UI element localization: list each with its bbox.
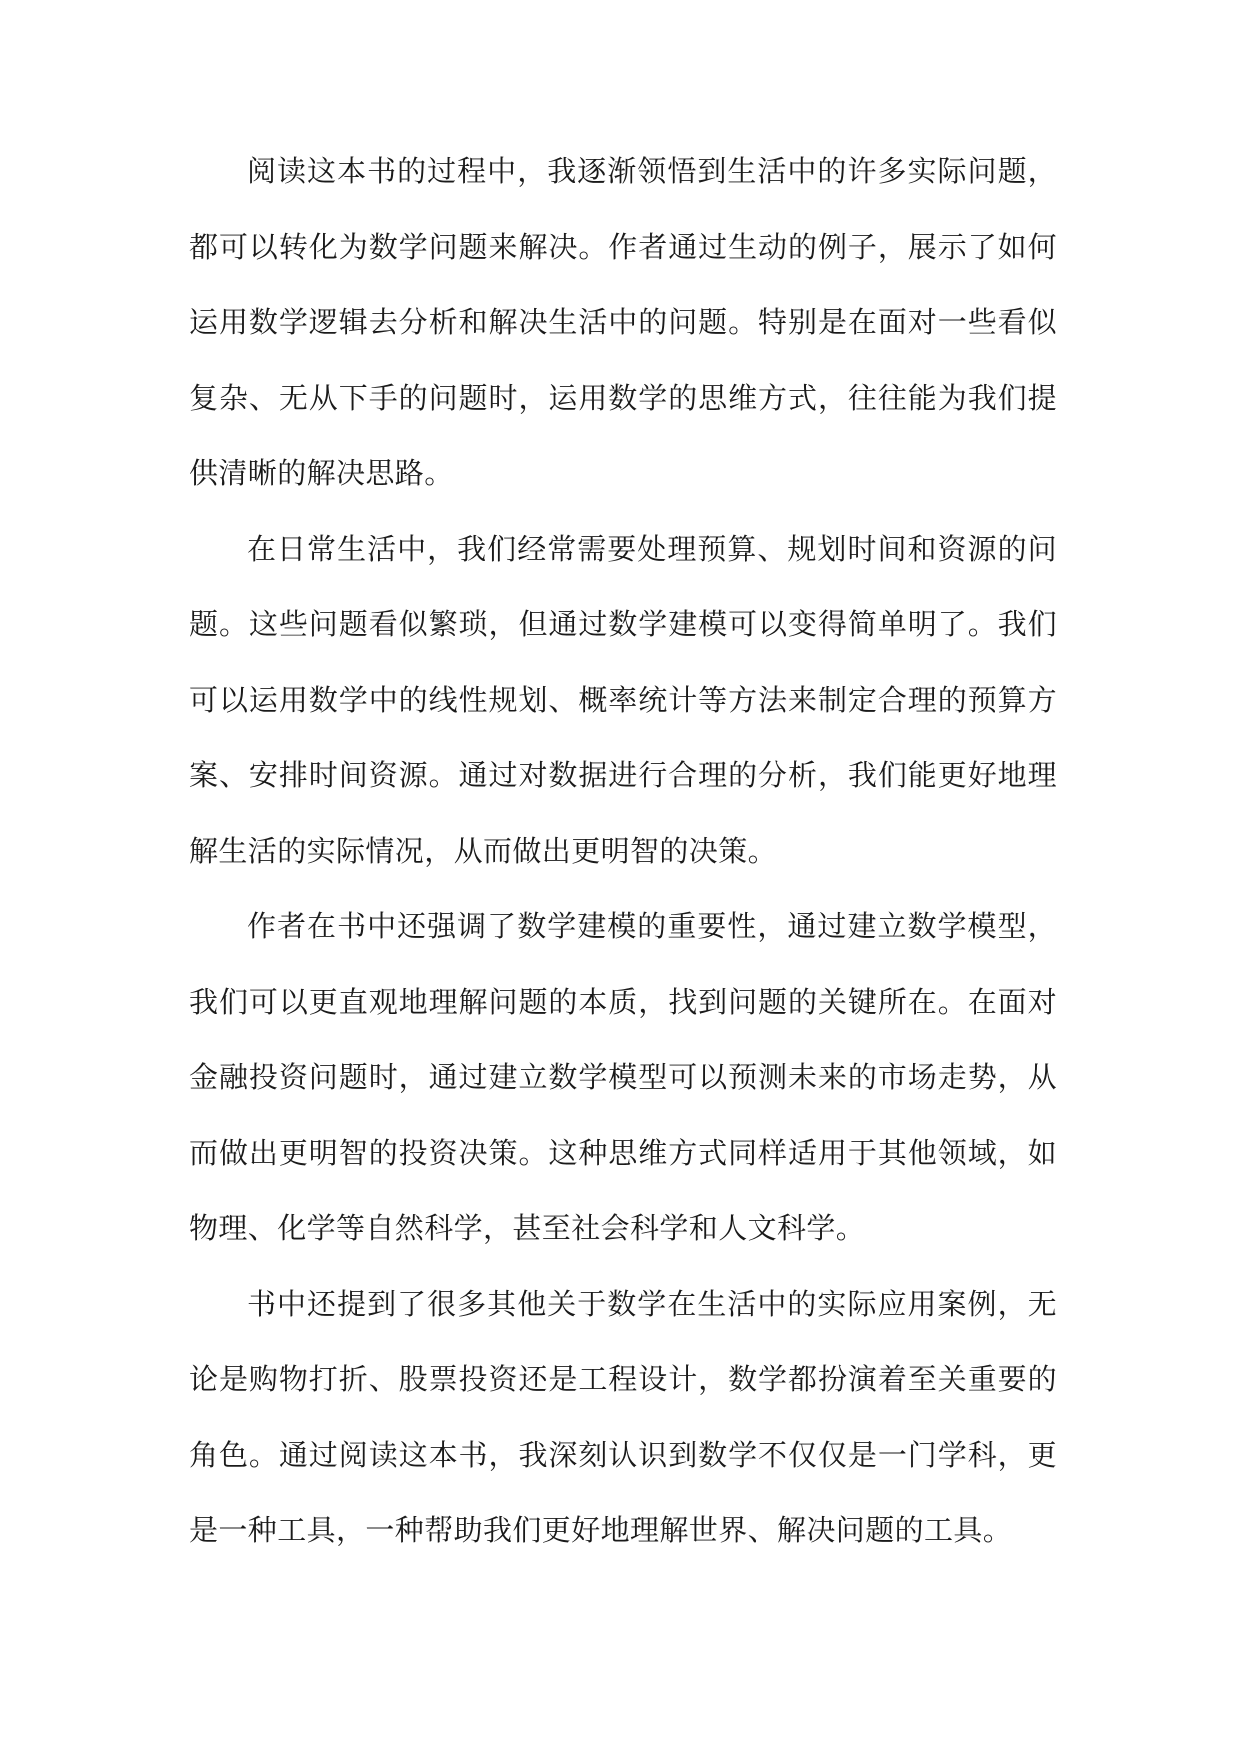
paragraph-4: 书中还提到了很多其他关于数学在生活中的实际应用案例，无论是购物打折、股票投资还是工程设计，数学都扮演着至关重要的角色。通过阅读这本书，我深刻认识到数学不仅仅是一门学科，更是一种工具，一种帮助我们更好地理解世界、解决问题的工具。 <box>189 1286 1057 1547</box>
document-body <box>189 134 1057 1569</box>
paragraph-3: 作者在书中还强调了数学建模的重要性，通过建立数学模型，我们可以更直观地理解问题的本质，找到问题的关键所在。在面对金融投资问题时，通过建立数学模型可以预测未来的市场走势，从而做出更明智的投资决策。这种思维方式同样适用于其他领域，如物理、化学等自然科学，甚至社会科学和人文科学。 <box>189 909 1057 1245</box>
paragraph-1: 阅读这本书的过程中，我逐渐领悟到生活中的许多实际问题，都可以转化为数学问题来解决。作者通过生动的例子，展示了如何运用数学逻辑去分析和解决生活中的问题。特别是在面对一些看似复杂、无从下手的问题时，运用数学的思维方式，往往能为我们提供清晰的解决思路。 <box>189 154 1057 490</box>
paragraph-2: 在日常生活中，我们经常需要处理预算、规划时间和资源的问题。这些问题看似繁琐，但通过数学建模可以变得简单明了。我们可以运用数学中的线性规划、概率统计等方法来制定合理的预算方案、安排时间资源。通过对数据进行合理的分析，我们能更好地理解生活的实际情况，从而做出更明智的决策。 <box>189 531 1057 868</box>
